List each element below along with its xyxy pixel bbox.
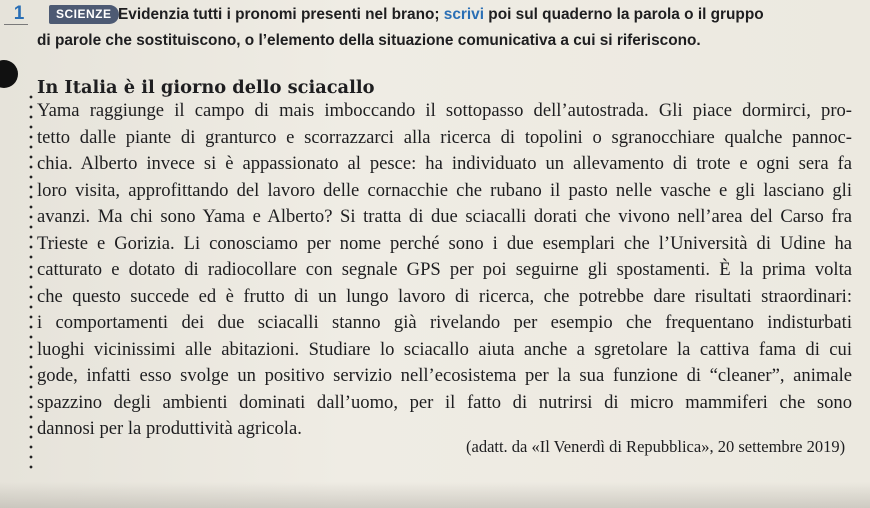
article-line: avanzi. Ma chi sono Yama e Alberto? Si tratta di due sciacalli dorati che vivono nell’area del Carso fra (37, 206, 852, 227)
article-line: dannosi per la produttività agricola. (37, 418, 302, 439)
article-line: Yama raggiunge il campo di mais imboccando il sottopasso dell’autostrada. Gli piace dormirci, pro- (37, 100, 852, 121)
article-line: loro visita, approfittando del lavoro delle cornacchie che rubano il pasto nelle vasche e gli lasciano gli (37, 179, 852, 201)
instruction-line-1 (118, 5, 764, 25)
instruction-text-part-1: Evidenzia tutti i pronomi presenti nel brano; (118, 6, 444, 23)
instruction-line-2: di parole che sostituiscono, o l’elemento della situazione comunicativa a cui si riferiscono. (37, 32, 701, 49)
subject-badge: SCIENZE (49, 5, 119, 24)
exercise-number-underline (4, 24, 28, 25)
dotted-margin-rule (28, 92, 34, 472)
article-line: che questo succede ed è frutto di un lungo lavoro di ricerca, che potrebbe dare risultati straordinari: (37, 285, 852, 307)
article-line: gode, infatti esso svolge un positivo servizio nell’ecosistema per la sua funzione di “cleaner”, animale (37, 365, 852, 386)
article-line: luoghi vicinissimi alle abitazioni. Studiare lo sciacallo aiuta anche a sgretolare la cattiva fama di cui (37, 338, 852, 360)
article-line: chia. Alberto invece si è appassionato al pesce: ha individuato un allevamento di trote e ogni sera fa (37, 153, 852, 174)
instruction-verb: scrivi (443, 6, 485, 23)
article-line: tetto dalle piante di granturco e scorrazzarci alla ricerca di topolini o sgranocchiare qualche pannoc- (37, 126, 852, 148)
page-bottom-shadow (0, 482, 870, 508)
article-line: catturato e dotato di radiocollare con segnale GPS per poi seguirne gli spostamenti. È la prima volta (37, 259, 852, 280)
article-source: (adatt. da «Il Venerdì di Repubblica», 20 settembre 2019) (466, 437, 846, 456)
article-title: In Italia è il giorno dello sciacallo (37, 77, 375, 98)
exercise-number: 1 (13, 3, 25, 24)
black-dot-marker (0, 60, 18, 88)
instruction-text-part-2: poi sul quaderno la parola o il gruppo (484, 6, 764, 23)
article-line: Trieste e Gorizia. Li conosciamo per nome perché sono i due esemplari che l’Università di Udine ha (37, 232, 852, 254)
article-line: spazzino degli ambienti dominati dall’uomo, per il fatto di nutrirsi di micro mammiferi che sono (37, 391, 852, 413)
article-line: i comportamenti dei due sciacalli stanno già rivelando per esempio che frequentano indisturbati (37, 312, 852, 333)
